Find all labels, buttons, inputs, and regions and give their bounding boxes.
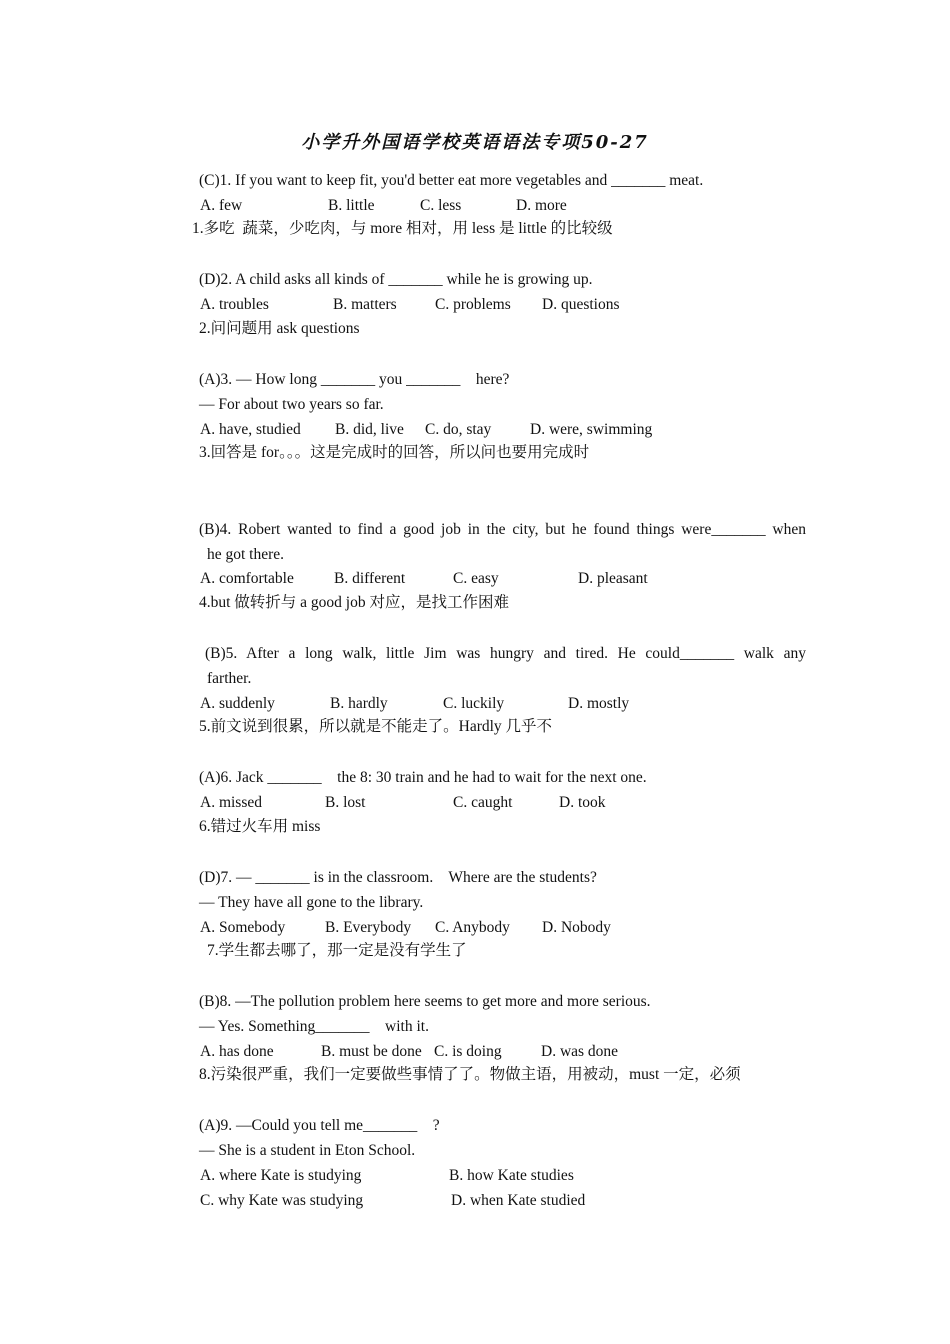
question-6-option-d: D. took [559,794,606,811]
question-6-option-b: B. lost [325,794,366,811]
question-5-stem: (B)5. After a long walk, little Jim was hungry and tired. He could_______ walk any [205,645,806,662]
document-title: 小学升外国语学校英语语法专项50-27 [301,132,649,153]
question-7-option-a: A. Somebody [200,919,286,936]
question-2-option-b: B. matters [333,296,397,313]
question-1-option-b: B. little [328,197,375,214]
question-9-stem-reply: — She is a student in Eton School. [199,1142,416,1159]
question-4-stem: (B)4. Robert wanted to find a good job in the city, but he found things were_______ when [199,521,806,538]
question-4-stem-cont: he got there. [207,546,285,563]
question-7-note: 7.学生都去哪了，那一定是没有学生了 [207,942,467,959]
question-1-note: 1.多吃 蔬菜，少吃肉，与 more 相对，用 less 是 little 的比较级 [192,220,613,237]
question-2-option-c: C. problems [435,296,511,313]
question-3-note: 3.回答是 for。。。这是完成时的回答，所以问也要用完成时 [199,444,590,461]
question-2-stem: (D)2. A child asks all kinds of _______ while he is growing up. [199,271,593,288]
question-8-stem: (B)8. —The pollution problem here seems to get more and more serious. [199,993,651,1010]
question-3-option-a: A. have, studied [200,421,301,438]
question-5-note: 5.前文说到很累，所以就是不能走了。Hardly 几乎不 [199,718,553,735]
question-5-option-d: D. mostly [568,695,630,712]
question-7-stem: (D)7. — _______ is in the classroom. Where are the students? [199,869,597,886]
question-8-option-b: B. must be done [321,1043,422,1060]
question-5-stem-cont: farther. [207,670,252,687]
question-4-option-d: D. pleasant [578,570,648,587]
question-1-option-a: A. few [200,197,243,214]
question-9-option-b: B. how Kate studies [449,1167,574,1184]
question-2-option-d: D. questions [542,296,620,313]
question-1-option-d: D. more [516,197,567,214]
question-6-note: 6.错过火车用 miss [199,818,321,835]
question-1-stem: (C)1. If you want to keep fit, you'd better eat more vegetables and _______ meat. [199,172,704,189]
question-8-stem-reply: — Yes. Something_______ with it. [199,1018,429,1035]
question-1-option-c: C. less [420,197,462,214]
question-3-option-b: B. did, live [335,421,404,438]
question-7-option-c: C. Anybody [435,919,510,936]
question-7-option-d: D. Nobody [542,919,611,936]
question-4-option-b: B. different [334,570,406,587]
question-6-stem: (A)6. Jack _______ the 8: 30 train and he had to wait for the next one. [199,769,647,786]
question-6-option-c: C. caught [453,794,513,811]
question-9-option-d: D. when Kate studied [451,1192,586,1209]
question-2-option-a: A. troubles [200,296,269,313]
question-4-option-a: A. comfortable [200,570,294,587]
question-3-option-d: D. were, swimming [530,421,653,438]
question-6-option-a: A. missed [200,794,262,811]
question-9-option-c: C. why Kate was studying [200,1192,364,1209]
question-7-stem-reply: — They have all gone to the library. [199,894,424,911]
question-4-option-c: C. easy [453,570,499,587]
question-9-stem: (A)9. —Could you tell me_______ ? [199,1117,440,1134]
question-3-stem-reply: — For about two years so far. [199,396,384,413]
question-5-option-b: B. hardly [330,695,388,712]
question-3-stem: (A)3. — How long _______ you _______ here? [199,371,510,388]
question-8-option-d: D. was done [541,1043,619,1060]
question-8-option-c: C. is doing [434,1043,502,1060]
question-5-option-a: A. suddenly [200,695,275,712]
question-3-option-c: C. do, stay [425,421,492,438]
question-4-note: 4.but 做转折与 a good job 对应，是找工作困难 [199,594,509,611]
question-8-note: 8.污染很严重，我们一定要做些事情了了。物做主语，用被动，must 一定，必须 [199,1066,741,1083]
question-9-option-a: A. where Kate is studying [200,1167,362,1184]
question-2-note: 2.问问题用 ask questions [199,320,360,337]
question-8-option-a: A. has done [200,1043,274,1060]
question-5-option-c: C. luckily [443,695,505,712]
question-7-option-b: B. Everybody [325,919,412,936]
